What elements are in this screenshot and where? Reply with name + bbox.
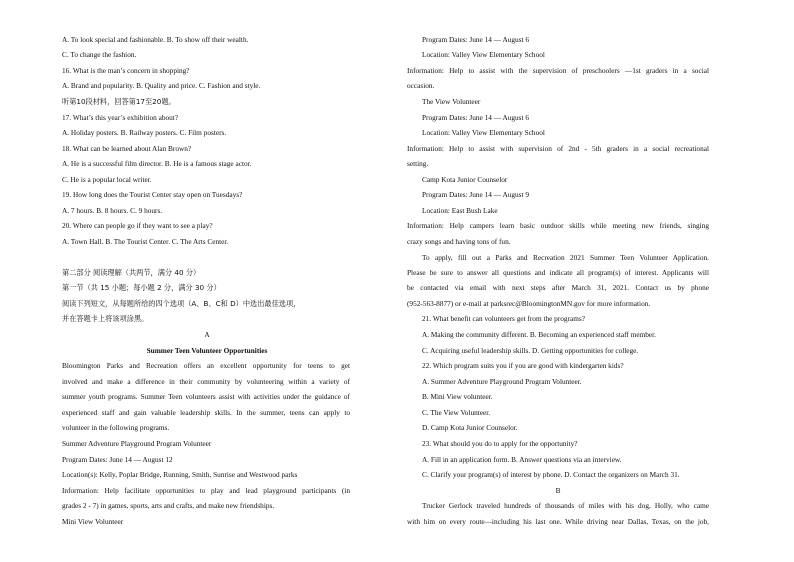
q15-option-c: C. To change the fashion. xyxy=(62,50,137,59)
passage-a-title: Summer Teen Volunteer Opportunities xyxy=(146,346,268,355)
program-2-location: Location: Valley View Elementary School xyxy=(422,50,545,59)
listening-instruction: 听第10段材料，回答第17至20题。 xyxy=(62,97,176,106)
q23-options-cd: C. Clarify your program(s) of interest by phone. D. Contact the organizers on March 31. xyxy=(422,470,680,479)
q17: 17. What’s this year’s exhibition about? xyxy=(62,113,179,122)
apply-line-1: To apply, fill out a Parks and Recreation 2021 Summer Teen Volunteer Application. xyxy=(422,253,709,262)
q18-option-c: C. He is a popular local writer. xyxy=(62,175,152,184)
q20: 20. Where can people go if they want to see a play? xyxy=(62,221,213,230)
intro-line-2: involved and make a difference in their community by volunteering within a variety of xyxy=(62,377,350,386)
q18-options-ab: A. He is a successful film director. B. He is a famous stage actor. xyxy=(62,159,252,168)
program-3-name: The View Volunteer xyxy=(422,97,481,106)
reading-instruction-1: 阅读下列短文，从每题所给的四个选项（A、B、C和 D）中选出最佳选项， xyxy=(62,299,301,308)
intro-line-3: summer youth programs. Summer Teen volunteers assist with activities under the guidance of xyxy=(62,392,350,401)
q22-option-a: A. Summer Adventure Playground Program Volunteer. xyxy=(422,377,582,386)
q23: 23. What should you do to apply for the opportunity? xyxy=(422,439,578,448)
q16: 16. What is the man’s concern in shopping? xyxy=(62,66,190,75)
program-3-info-2: setting. xyxy=(407,159,429,168)
program-4-info-2: crazy songs and having tons of fun. xyxy=(407,237,511,246)
program-1-name: Summer Adventure Playground Program Volunteer xyxy=(62,439,212,448)
program-1-locations: Location(s): Kelly, Poplar Bridge, Running, Smith, Sunrise and Westwood parks xyxy=(62,470,298,479)
program-1-info-1: Information: Help facilitate opportunities to play and lead playground participants (in xyxy=(62,486,350,495)
q22: 22. Which program suits you if you are good with kindergarten kids? xyxy=(422,361,624,370)
program-4-location: Location: East Bush Lake xyxy=(422,206,498,215)
program-4-info-1: Information: Help campers learn basic outdoor skills while meeting new friends, singing xyxy=(407,221,709,230)
intro-last: volunteer in the following programs. xyxy=(62,423,170,432)
q16-options: A. Brand and popularity. B. Quality and price. C. Fashion and style. xyxy=(62,81,261,90)
intro-line-4: experienced staff and gain valuable leadership skills. In the summer, teens can apply to xyxy=(62,408,350,417)
program-2-name: Mini View Volunteer xyxy=(62,517,124,526)
program-3-info-1: Information: Help to assist with supervision of 2nd - 5th graders in a social recreational xyxy=(407,144,709,153)
passage-b-line-1: Trucker Gerlock traveled hundreds of thousands of miles with his dog, Holly, who came xyxy=(422,501,709,510)
passage-b-line-2: with him on every route—including his last one. While driving near Dallas, Texas, on the job, xyxy=(407,517,709,526)
program-2-dates: Program Dates: June 14 — August 6 xyxy=(422,35,530,44)
passage-a-letter: A xyxy=(204,330,210,339)
program-4-name: Camp Kota Junior Counselor xyxy=(422,175,508,184)
q21-options-ab: A. Making the community different. B. Becoming an experienced staff member. xyxy=(422,330,656,339)
passage-b-letter: B xyxy=(555,486,561,495)
reading-instruction-2: 并在答题卡上将该项涂黑。 xyxy=(62,314,149,323)
program-2-info-2: occasion. xyxy=(407,81,435,90)
q19: 19. How long does the Tourist Center stay open on Tuesdays? xyxy=(62,190,243,199)
apply-last: (952-563-8877) or e-mail at parksrec@BloomingtonMN.gov for more information. xyxy=(407,299,651,308)
apply-line-3: be contacted via email with next steps after March 31, 2021. Contact us by phone xyxy=(407,283,709,292)
q22-option-b: B. Mini View volunteer. xyxy=(422,392,493,401)
program-3-location: Location: Valley View Elementary School xyxy=(422,128,545,137)
program-3-dates: Program Dates: June 14 — August 6 xyxy=(422,113,530,122)
q17-options: A. Holiday posters. B. Railway posters. C. Film posters. xyxy=(62,128,227,137)
program-4-dates: Program Dates: June 14 — August 9 xyxy=(422,190,530,199)
program-2-info-1: Information: Help to assist with the supervision of preschoolers —1st graders in a social xyxy=(407,66,709,75)
q21-options-cd: C. Acquiring useful leadership skills. D. Getting opportunities for college. xyxy=(422,346,639,355)
intro-line-1: Bloomington Parks and Recreation offers an excellent opportunity for teens to get xyxy=(62,361,350,370)
q22-option-c: C. The View Volunteer. xyxy=(422,408,491,417)
apply-line-2: Please be sure to answer all questions and indicate all program(s) of interest. Applicants will xyxy=(407,268,709,277)
program-1-info-2: grades 2 - 7) in games, sports, arts and crafts, and make new friendships. xyxy=(62,501,275,510)
program-1-dates: Program Dates: June 14 — August 12 xyxy=(62,455,173,464)
section1-title: 第一节（共 15 小题；每小题 2 分，满分 30 分） xyxy=(62,283,221,292)
q18: 18. What can be learned about Alan Brown? xyxy=(62,144,192,153)
part2-title: 第二部分 阅读理解（共两节，满分 40 分） xyxy=(62,268,201,277)
q22-option-d: D. Camp Kota Junior Counselor. xyxy=(422,423,518,432)
q15-options-ab: A. To look special and fashionable. B. To show off their wealth. xyxy=(62,35,249,44)
q23-options-ab: A. Fill in an application form. B. Answer questions via an interview. xyxy=(422,455,622,464)
q19-options: A. 7 hours. B. 8 hours. C. 9 hours. xyxy=(62,206,163,215)
q20-options: A. Town Hall. B. The Tourist Center. C. The Arts Center. xyxy=(62,237,229,246)
q21: 21. What benefit can volunteers get from the programs? xyxy=(422,314,585,323)
